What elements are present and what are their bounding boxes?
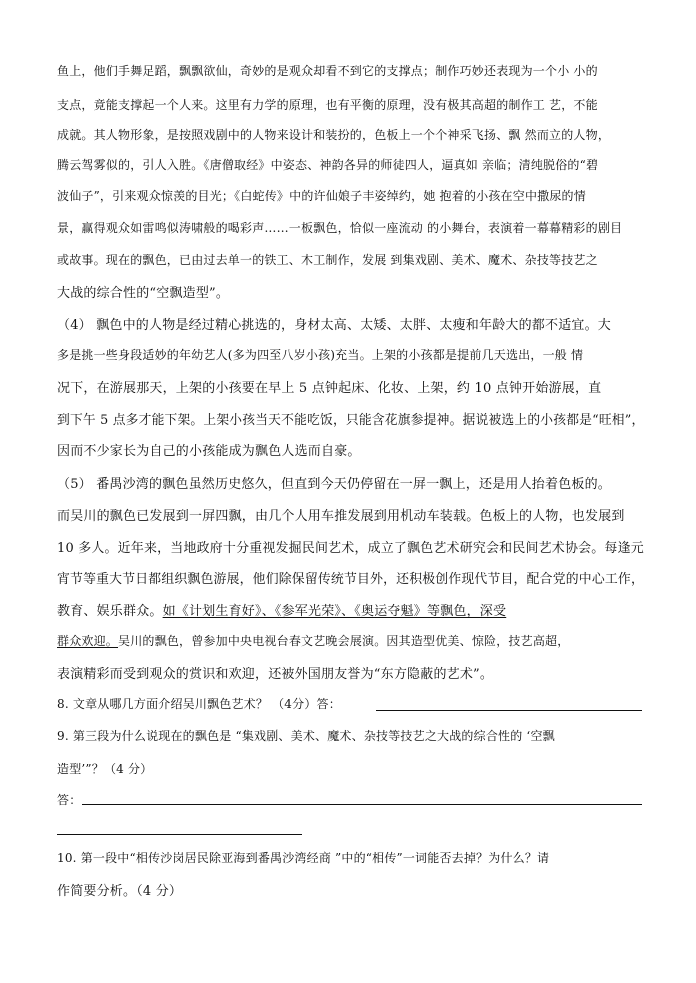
underlined-example-2: 群众欢迎。 — [57, 634, 119, 648]
question-9-line-1: 9. 第三段为什么说现在的飘色是 “集戏剧、美术、魔术、杂技等技艺之大战的综合性的 ‘空飘 — [57, 729, 555, 743]
paragraph-5-line-2: 而吴川的飘色已发展到一屏四飘，由几个人用车推发展到用机动车装载。色板上的人物，也发展到 — [57, 509, 625, 524]
paragraph-5-line-7: 表演精彩而受到观众的赏识和欢迎，还被外国朋友誉为“东方隐蔽的艺术”。 — [57, 667, 494, 682]
paragraph-5-line-5 — [57, 600, 506, 619]
paragraph-5-line-6 — [57, 632, 569, 649]
underlined-example-1: 如《计划生育好》、《参军光荣》、《奥运夺魁》等飘色，深受 — [162, 604, 507, 619]
question-9-line-2: 造型’”？（4 分） — [57, 762, 153, 776]
paragraph-4-line-4: 到下午 5 点多才能下架。上架小孩当天不能吃饭，只能含花旗参提神。据说被选上的小孩都是“旺相”， — [57, 413, 645, 428]
paragraph-4-line-5: 因而不少家长为自己的小孩能成为飘色人选而自豪。 — [57, 444, 361, 459]
question-9-answer-label: 答： — [57, 793, 82, 807]
paragraph-3-line-6: 景，赢得观众如雷鸣似涛啸般的喝彩声……一板飘色，恰似一座流动 的小舞台，表演着一幕幕精彩的剧目 — [57, 221, 623, 235]
paragraph-3-line-3: 成就。其人物形象，是按照戏剧中的人物来设计和装扮的，色板上一个个神采飞扬、飘 然而立的人物， — [57, 128, 611, 142]
paragraph-4-line-2: 多是挑一些身段适妙的年幼艺人(多为四至八岁小孩)充当。上架的小孩都是提前几天选出，一般 情 — [57, 348, 584, 362]
question-10-line-2: 作简要分析。（4 分） — [57, 884, 183, 899]
paragraph-4-line-3: 况下，在游展那天，上架的小孩要在早上 5 点钟起床、化妆、上架，约 10 点钟开始游展，直 — [57, 381, 602, 396]
paragraph-5-line-6-text: 吴川的飘色，曾参加中央电视台春文艺晚会展演。因其造型优美、惊险，技艺高超， — [118, 634, 570, 648]
paragraph-3-line-5: 波仙子”，引来观众惊羡的目光；《白蛇传》中的许仙娘子丰姿绰约，她 抱着的小孩在空中撒尿的情 — [57, 189, 586, 203]
paragraph-5-line-5-text: 教育、娱乐群众。 — [57, 604, 163, 619]
paragraph-3-line-8: 大战的综合性的“空飘造型”。 — [57, 286, 230, 301]
paragraph-3-line-4: 腾云驾雾似的，引人入胜。《唐僧取经》中姿态、神韵各异的师徒四人，逼真如 亲临；清纯脱俗的“碧 — [57, 158, 599, 172]
question-9-answer-line-2[interactable] — [57, 834, 302, 835]
paragraph-5-line-4: 宵节等重大节日都组织飘色游展，他们除保留传统节目外，还积极创作现代节目，配合党的中心工作， — [57, 572, 645, 587]
paragraph-5-line-1: （5） 番禺沙湾的飘色虽然历史悠久，但直到今天仍停留在一屏一飘上，还是用人抬着色板的。 — [57, 477, 612, 492]
paragraph-3-line-7: 或故事。现在的飘色，已由过去单一的铁工、木工制作，发展 到集戏剧、美术、魔术、杂技等技艺之 — [57, 253, 598, 267]
paragraph-4-line-1: （4） 飘色中的人物是经过精心挑选的，身材太高、太矮、太胖、太瘦和年龄大的都不适宜。大 — [57, 318, 612, 333]
question-9-answer-line-1[interactable] — [82, 804, 642, 805]
paragraph-3-line-1: 鱼上，他们手舞足蹈，飘飘欲仙，奇妙的是观众却看不到它的支撑点；制作巧妙还表现为一个小 小的 — [57, 64, 598, 78]
question-10-line-1: 10. 第一段中“相传沙岗居民除亚海到番禺沙湾经商 ”中的“相传”一词能否去掉？为什么？请 — [57, 851, 550, 865]
question-8: 8. 文章从哪几方面介绍吴川飘色艺术？ （4分）答： — [57, 697, 341, 711]
paragraph-3-line-2: 支点，竟能支撑起一个人来。这里有力学的原理，也有平衡的原理，没有极其高超的制作工 艺，不能 — [57, 98, 598, 112]
paragraph-5-line-3: 10 多人。近年来，当地政府十分重视发掘民间艺术，成立了飘色艺术研究会和民间艺术协会。每逢元 — [57, 541, 644, 556]
question-8-answer-line[interactable] — [376, 710, 642, 711]
